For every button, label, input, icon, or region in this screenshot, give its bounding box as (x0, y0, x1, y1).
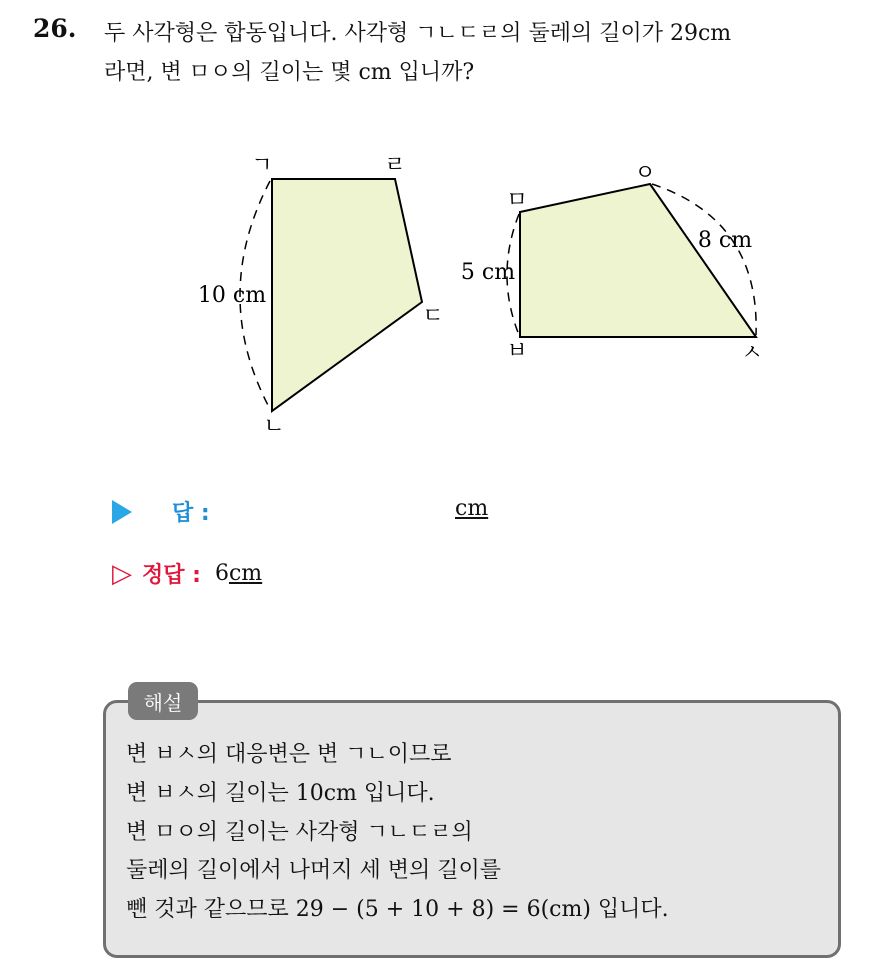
quadrilateral-mieum-ieung-siot-bieup (520, 184, 756, 337)
correct-answer-unit: cm (228, 561, 263, 586)
vertex-label-rieul: ㄹ (384, 153, 406, 178)
answer-row (112, 496, 210, 527)
correct-answer-value: 6 (214, 561, 229, 586)
solution-line: 변 ㅂㅅ의 대응변은 변 ㄱㄴ이므로 (126, 742, 452, 767)
vertex-label-ieung: ㅇ (634, 161, 656, 186)
question-text-line-2: 라면, 변 ㅁㅇ의 길이는 몇 cm 입니까? (104, 60, 475, 85)
quadrilateral-giyeok-nieun-digeut-rieul (272, 179, 422, 411)
solution-line: 뺀 것과 같으므로 29 − (5 + 10 + 8) = 6(cm) 입니다. (126, 897, 669, 922)
side-length-10cm: 10 cm (197, 283, 267, 308)
vertex-label-mieum: ㅁ (506, 188, 528, 213)
answer-arrow-icon (112, 500, 132, 524)
vertex-label-digeut: ㄷ (422, 304, 444, 329)
question-number: 26. (33, 14, 77, 43)
side-length-5cm: 5 cm (460, 260, 516, 285)
vertex-label-giyeok: ㄱ (251, 153, 273, 178)
answer-label: 답 : (172, 501, 210, 526)
solution-line: 변 ㅁㅇ의 길이는 사각형 ㄱㄴㄷㄹ의 (126, 820, 473, 845)
side-length-8cm: 8 cm (697, 228, 753, 253)
solution-tag: 해설 (128, 682, 198, 720)
vertex-label-bieup: ㅂ (506, 339, 528, 364)
correct-answer-label: 정답 : (142, 563, 201, 588)
answer-unit: cm (455, 496, 489, 521)
solution-line: 변 ㅂㅅ의 길이는 10cm 입니다. (126, 781, 435, 806)
question-text-line-1: 두 사각형은 합동입니다. 사각형 ㄱㄴㄷㄹ의 둘레의 길이가 29cm (104, 21, 732, 46)
solution-line: 둘레의 길이에서 나머지 세 변의 길이를 (126, 858, 501, 883)
correct-answer-row (112, 558, 262, 589)
vertex-label-nieun: ㄴ (263, 414, 285, 439)
correct-answer-arrow-icon: ▷ (112, 558, 132, 589)
vertex-label-siot: ㅅ (741, 341, 763, 366)
congruent-quadrilaterals-figure (0, 0, 884, 480)
